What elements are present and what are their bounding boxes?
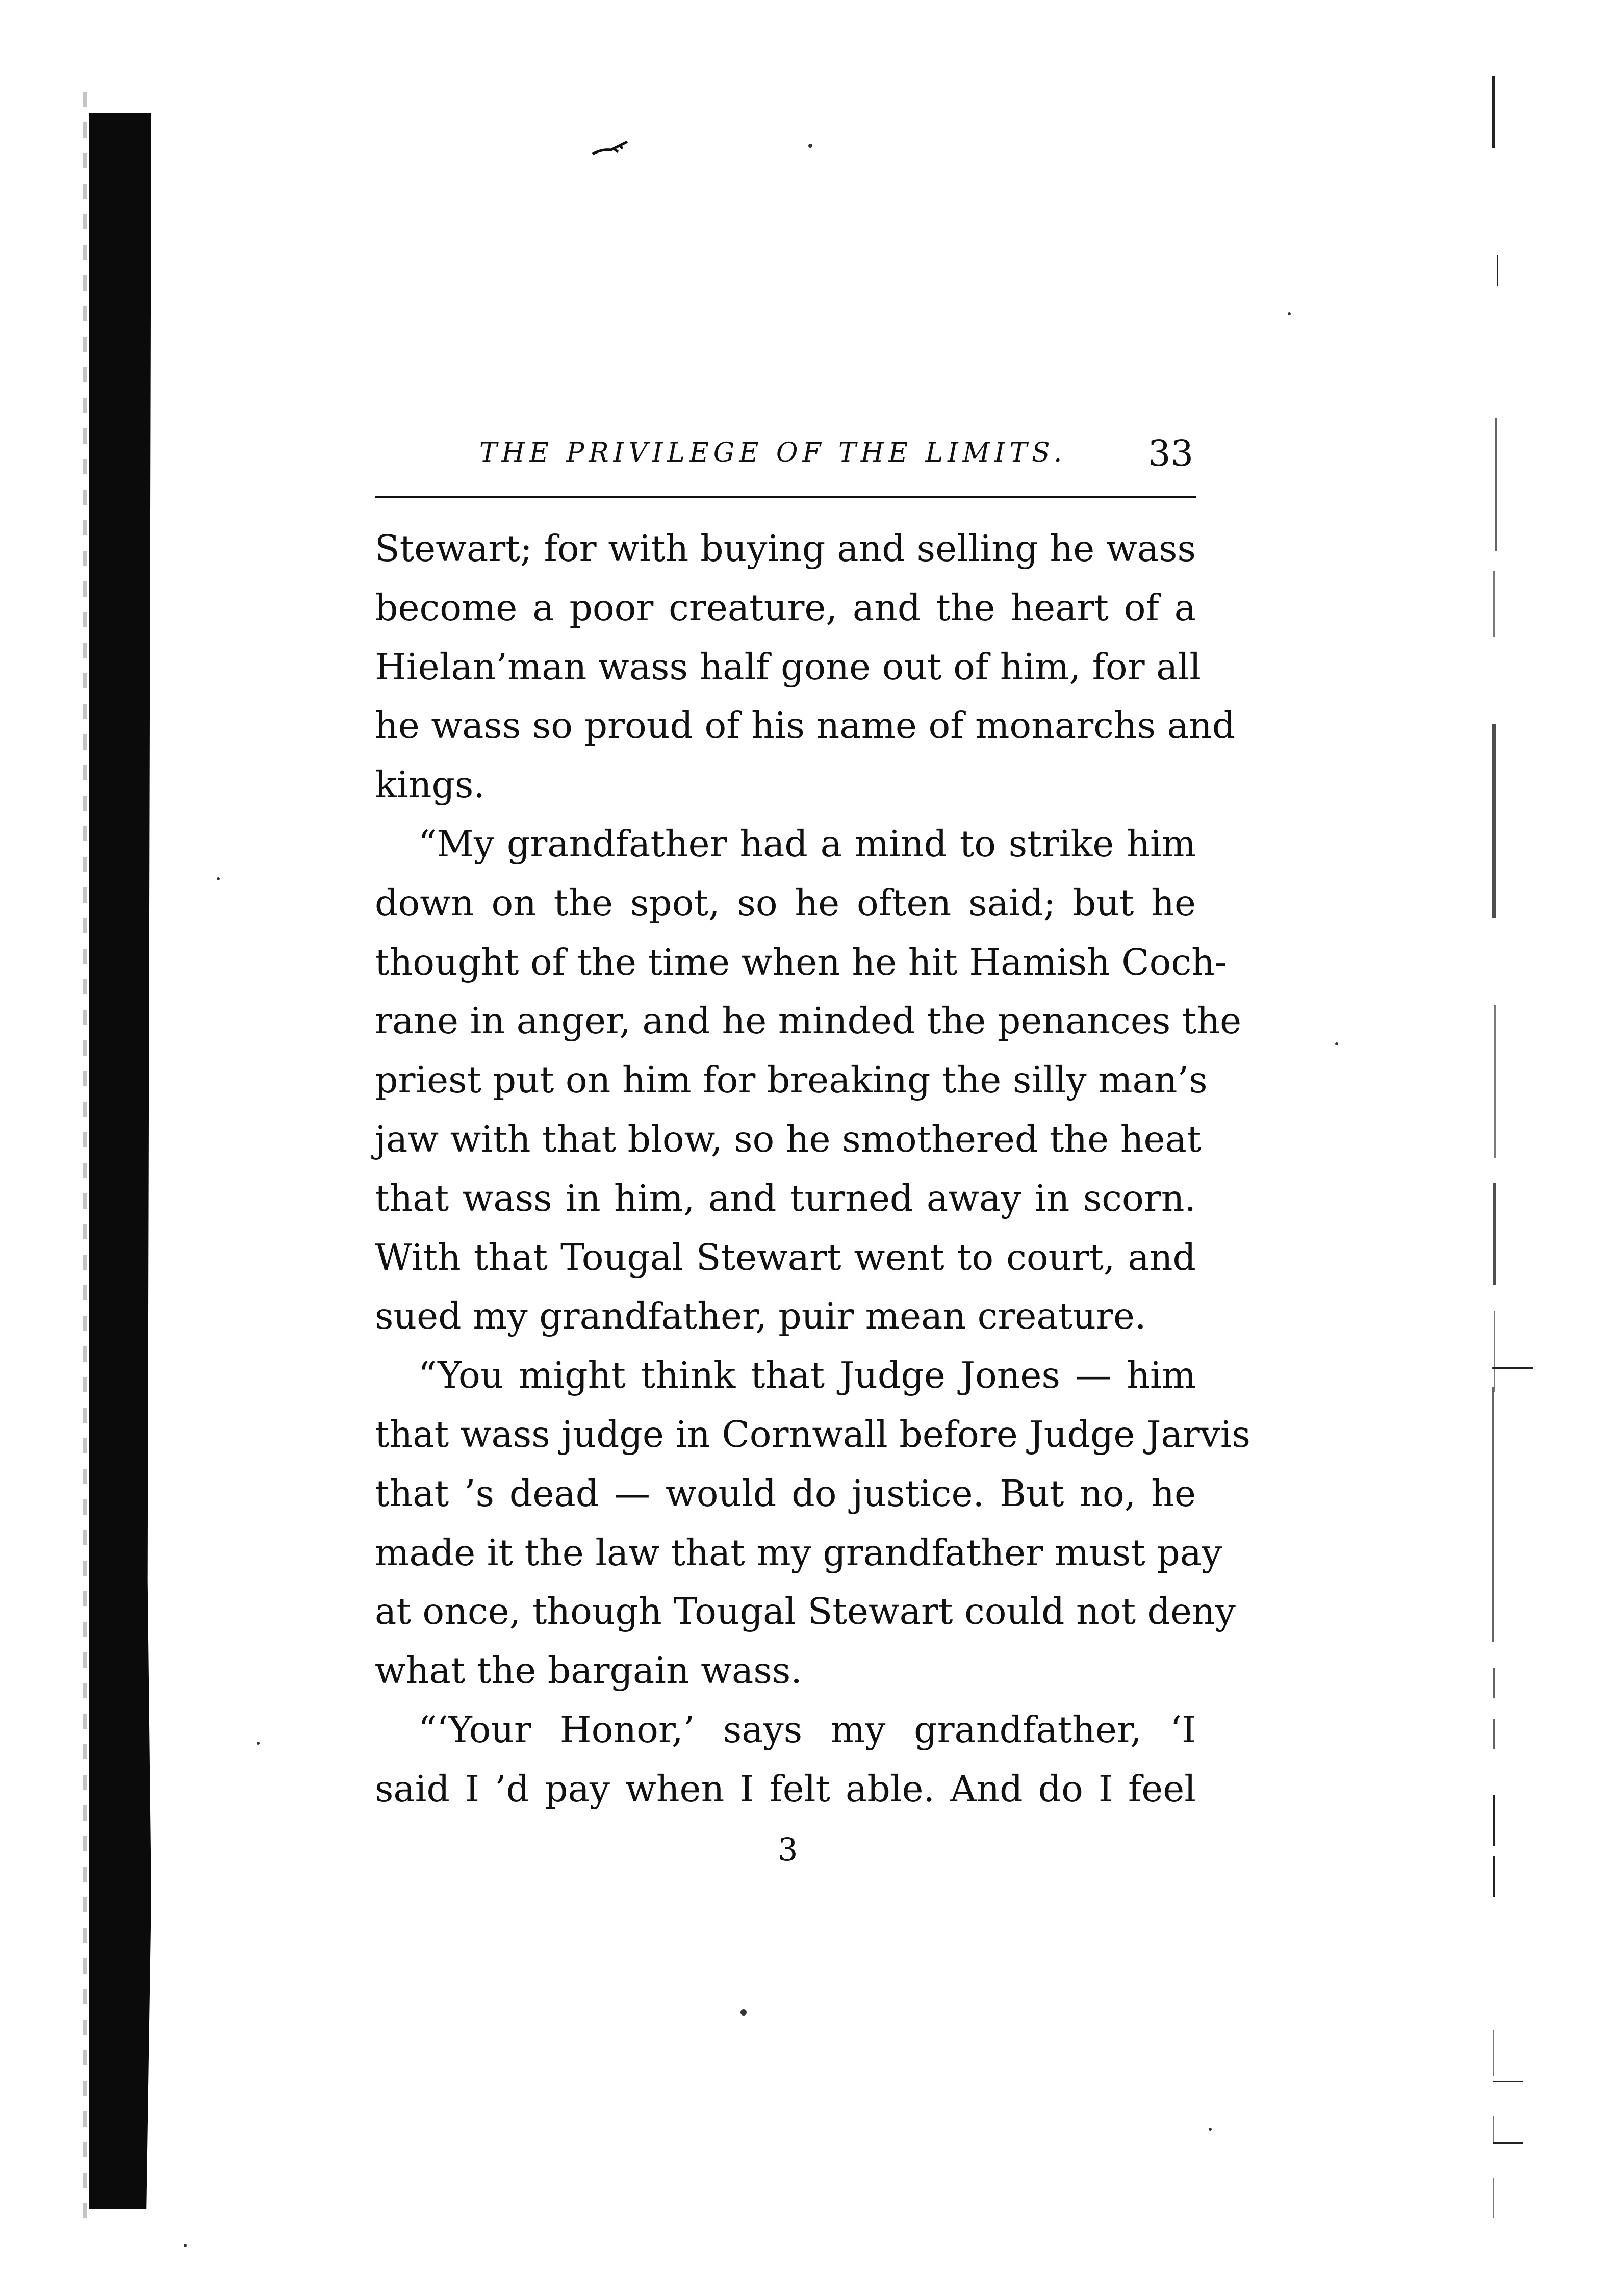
speck [1288,312,1291,315]
text-line: With that Tougal Stewart went to court, and [375,1236,1196,1279]
binding-edge [83,92,87,2234]
body-text [375,519,1250,1819]
text-line: at once, though Tougal Stewart could not deny [375,1590,1236,1633]
signature-mark: 3 [778,1831,798,1868]
speck [1209,2128,1212,2131]
speck [184,2244,187,2247]
binding-strip [89,113,151,2209]
text-line: made it the law that my grandfather must pay [375,1531,1222,1574]
text-line: Stewart; for with buying and selling he wass [375,527,1196,570]
speck [808,144,812,148]
ornament-mark [592,138,632,158]
page-number: 33 [1147,432,1193,474]
speck [740,2009,747,2016]
scan-margin-marks [1487,61,1533,2229]
text-line: what the bargain wass. [375,1649,802,1692]
text-line: kings. [375,763,485,806]
paragraph [375,519,1236,814]
text-line: thought of the time when he hit Hamish Coch- [375,940,1227,983]
text-line: “You might think that Judge Jones — him [418,1354,1196,1397]
speck [217,877,220,880]
text-line: that wass judge in Cornwall before Judge Jarvis [375,1413,1250,1456]
speck [1335,1042,1338,1045]
text-line: rane in anger, and he minded the penances the [375,1000,1242,1042]
paragraph [375,1700,1196,1819]
text-line: priest put on him for breaking the silly man’s [375,1059,1208,1102]
text-line: down on the spot, so he often said; but he [375,881,1196,924]
running-title: THE PRIVILEGE OF THE LIMITS. [479,438,1067,468]
text-line: sued my grandfather, puir mean creature. [375,1295,1146,1338]
speck [257,1742,260,1745]
text-line: that ’s dead — would do justice. But no, he [375,1472,1196,1515]
paragraph [375,1346,1250,1700]
text-line: Hielan’man wass half gone out of him, for all [375,645,1201,688]
paragraph [375,814,1242,1346]
text-line: said I ’d pay when I felt able. And do I feel [375,1767,1196,1810]
text-line: become a poor creature, and the heart of a [375,586,1196,629]
running-header [377,432,1193,489]
text-line: “‘Your Honor,’ says my grandfather, ‘I [418,1708,1196,1751]
text-line: jaw with that blow, so he smothered the heat [375,1117,1202,1160]
text-line: that wass in him, and turned away in scorn. [375,1177,1196,1219]
header-rule [375,496,1196,498]
text-line: he wass so proud of his name of monarchs and [375,704,1236,747]
text-line: “My grandfather had a mind to strike him [418,822,1196,865]
